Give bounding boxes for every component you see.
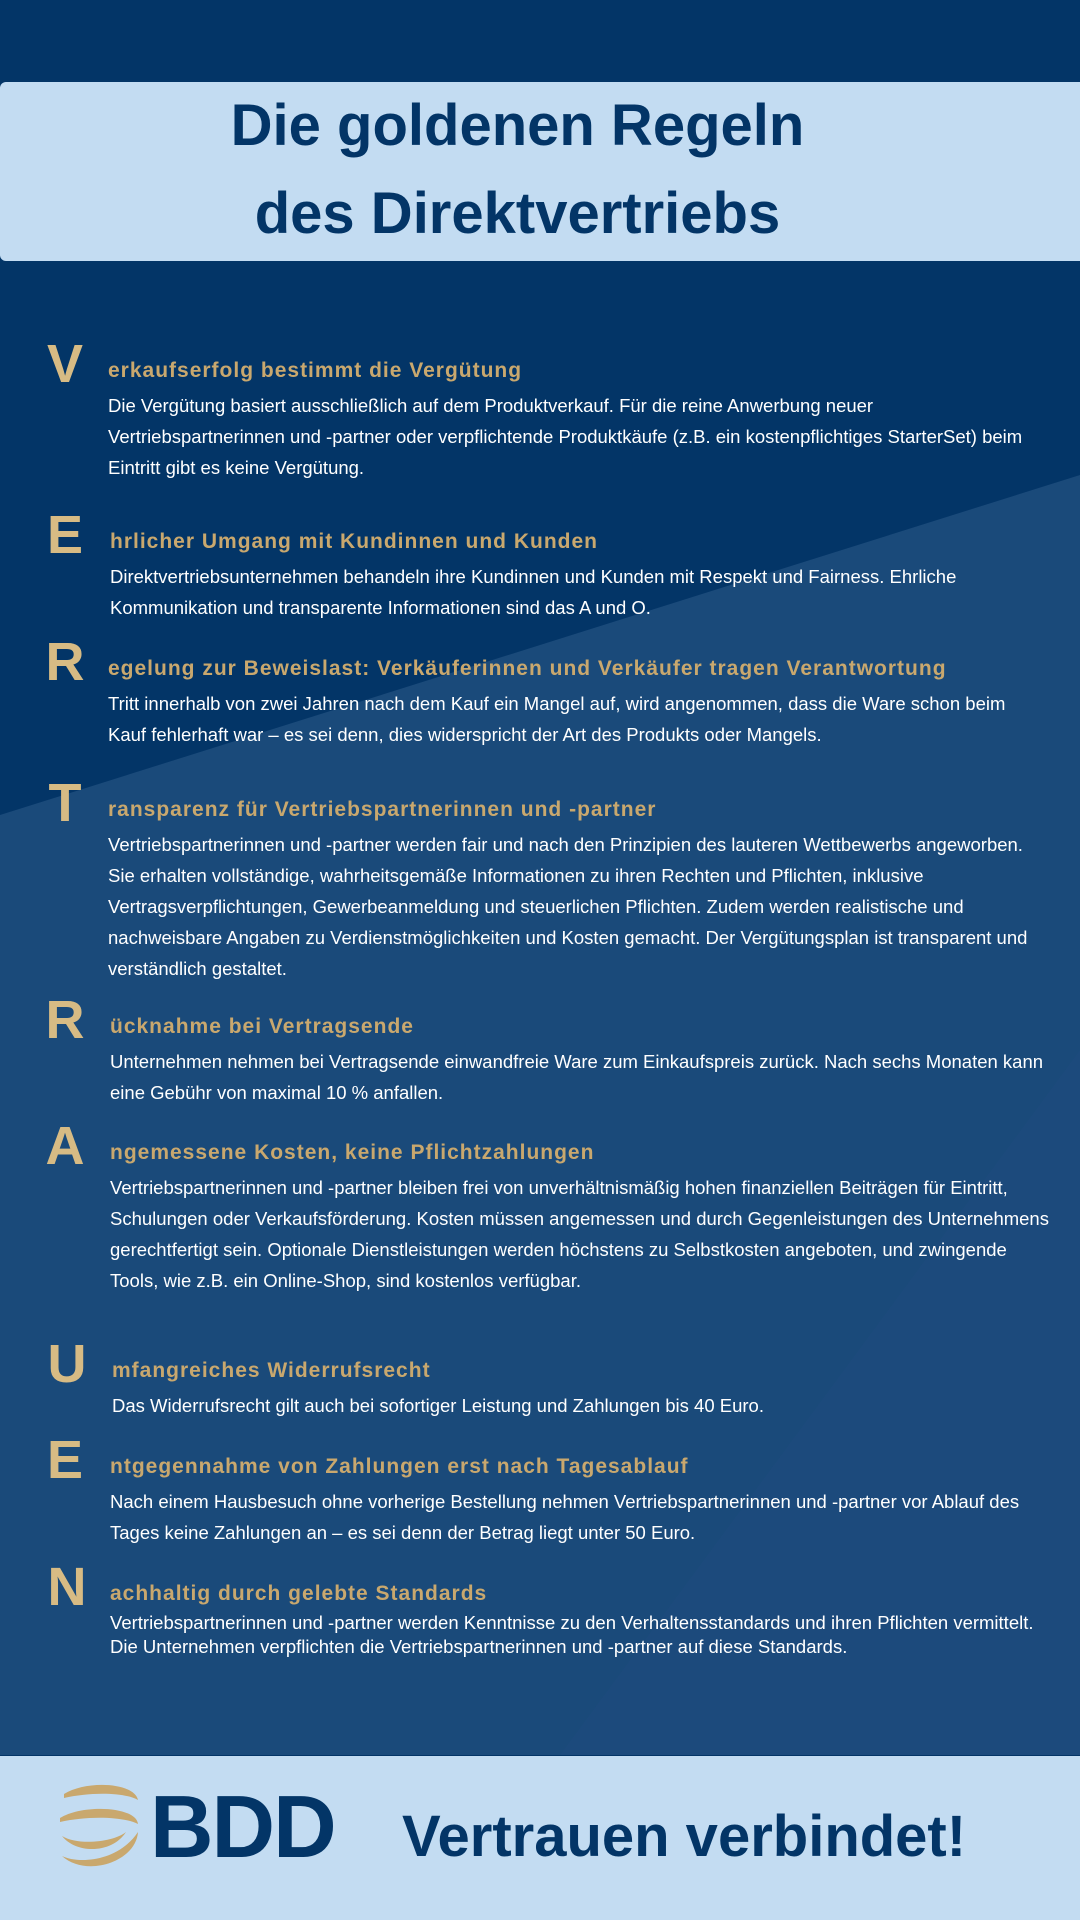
rule-heading: ransparenz für Vertriebspartnerinnen und -partner	[108, 798, 657, 821]
rule-body: Das Widerrufsrecht gilt auch bei sofortiger Leistung und Zahlungen bis 40 Euro.	[112, 1395, 764, 1416]
rule-heading: erkaufserfolg bestimmt die Vergütung	[108, 359, 523, 382]
rule-heading: ücknahme bei Vertragsende	[110, 1015, 414, 1038]
page-title-line-2: des Direktvertriebs	[254, 181, 781, 246]
rule-body: Nach einem Hausbesuch ohne vorherige Bestellung nehmen Vertriebspartnerinnen und -partner vor Ablauf des Tages keine Zahlungen an – es sei denn der Betrag liegt unter 50 Euro.	[110, 1491, 1020, 1543]
rule-body: Vertriebspartnerinnen und -partner bleiben frei von unverhältnismäßig hohen finanziellen Beiträgen für Eintritt, Schulungen oder Verkaufsförderung. Kosten müssen angemessen und durch Gegenleistungen des Unternehmens gerechtfertigt sein. Optionale Dienstleistungen werden höchstens zu Selbstkosten angeboten, und zwingende Tools, wie z.B. ein Online-Shop, sind kostenlos verfügbar.	[110, 1177, 1049, 1291]
rule-body: Unternehmen nehmen bei Vertragsende einwandfreie Ware zum Einkaufspreis zurück. Nach sechs Monaten kann eine Gebühr von maximal 10 % anfallen.	[110, 1051, 1044, 1103]
rule-initial-letter: E	[46, 505, 84, 565]
rule-initial-letter: E	[46, 1430, 84, 1490]
rule-initial-letter: R	[45, 632, 85, 692]
rule-initial-letter: T	[48, 773, 82, 833]
rule-body: Tritt innerhalb von zwei Jahren nach dem Kauf ein Mangel auf, wird angenommen, dass die Ware schon beim Kauf fehlerhaft war – es sei denn, dies widerspricht der Art des Produkts oder Mangels.	[108, 693, 1006, 745]
rule-body: Direktvertriebsunternehmen behandeln ihre Kundinnen und Kunden mit Respekt und Fairness. Ehrliche Kommunikation und transparente Informationen sind das A und O.	[110, 566, 957, 618]
rule-initial-letter: A	[45, 1116, 85, 1176]
rule-heading: ntgegennahme von Zahlungen erst nach Tagesablauf	[110, 1455, 689, 1478]
page-title-line-1: Die goldenen Regeln	[230, 93, 805, 158]
rule-heading: achhaltig durch gelebte Standards	[110, 1582, 488, 1605]
rule-body: Vertriebspartnerinnen und -partner werden Kenntnisse zu den Verhaltensstandards und ihren Pflichten vermittelt. Die Unternehmen verpflichten die Vertriebspartnerinnen und -partner auf diese Standards.	[110, 1612, 1034, 1657]
rule-initial-letter: U	[47, 1334, 87, 1394]
rule-heading: egelung zur Beweislast: Verkäuferinnen und Verkäufer tragen Verantwortung	[108, 657, 947, 680]
rule-body: Die Vergütung basiert ausschließlich auf dem Produktverkauf. Für die reine Anwerbung neuer Vertriebspartnerinnen und -partner oder verpflichtende Produktkäufe (z.B. ein kostenpflichtiges StarterSet) beim Eintritt gibt es keine Vergütung.	[108, 395, 1023, 478]
rule-heading: hrlicher Umgang mit Kundinnen und Kunden	[110, 530, 598, 553]
footer-slogan: Vertrauen verbindet!	[402, 1804, 967, 1869]
bdd-logo-wordmark: BDD	[150, 1777, 335, 1876]
rule-body: Vertriebspartnerinnen und -partner werden fair und nach den Prinzipien des lauteren Wettbewerbs angeworben. Sie erhalten vollständige, wahrheitsgemäße Informationen zu ihren Rechten und Pflichten, inklusive Vertragsverpflichtungen, Gewerbeanmeldung und steuerlichen Pflichten. Zudem werden realistische und nachweisbare Angaben zu Verdienstmöglichkeiten und Kosten gemacht. Der Vergütungsplan ist transparent und verständlich gestaltet.	[108, 834, 1028, 979]
rule-heading: ngemessene Kosten, keine Pflichtzahlungen	[110, 1141, 595, 1164]
rule-initial-letter: R	[45, 990, 85, 1050]
rule-heading: mfangreiches Widerrufsrecht	[112, 1359, 431, 1382]
rule-initial-letter: V	[46, 334, 84, 394]
bdd-logo-swoosh-icon	[56, 1780, 142, 1874]
rule-initial-letter: N	[47, 1557, 87, 1617]
